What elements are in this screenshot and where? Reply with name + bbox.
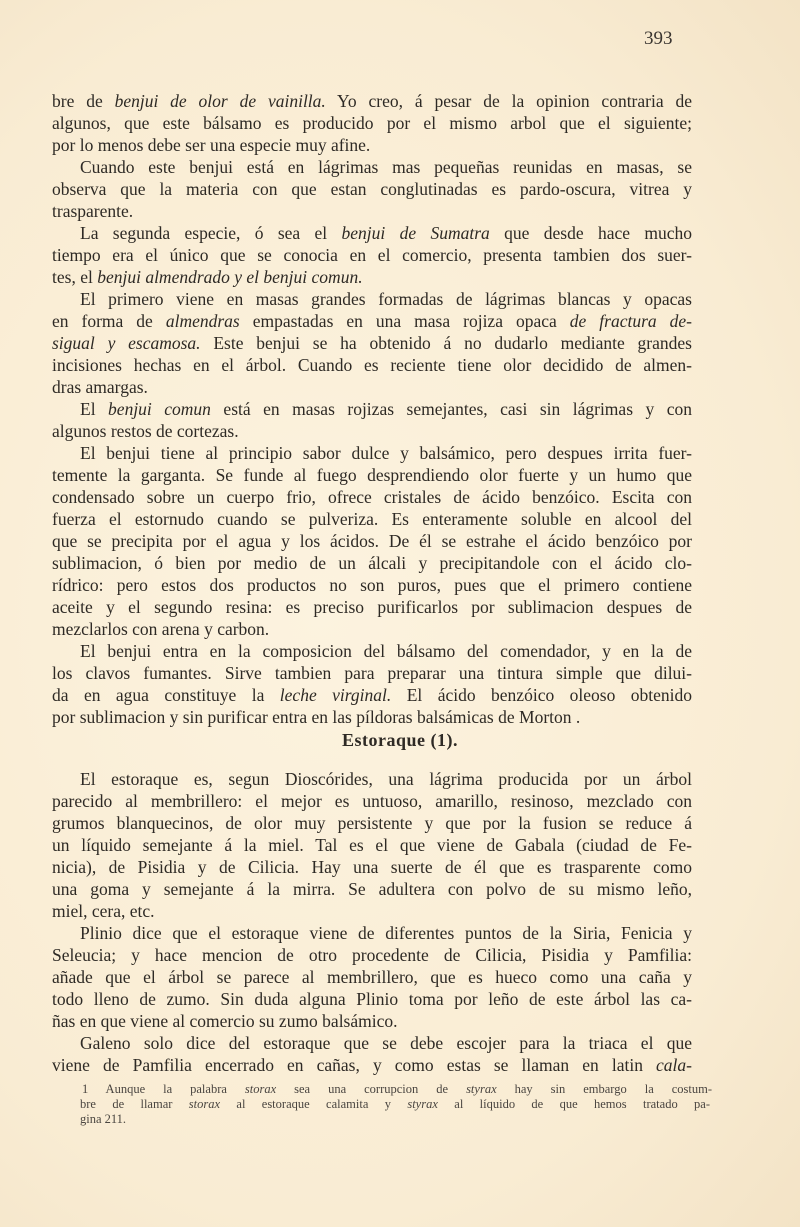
- text-segment: por sublimacion y sin purificar entra en las píldoras balsámicas de Morton .: [52, 707, 581, 727]
- text-segment: da en agua constituye la: [52, 685, 280, 705]
- text-line: [52, 1054, 692, 1076]
- text-segment: bre de: [52, 91, 115, 111]
- italic-text: storax: [188, 1097, 221, 1111]
- text-segment: El ácido benzóico oleoso obtenido: [391, 685, 692, 705]
- text-segment: Seleucia; y hace mencion de otro procedente de Cilicia, Pisidia y Pamfilia:: [52, 945, 692, 965]
- text-segment: aceite y el segundo resina: es preciso purificarlos por sublimacion despues de: [52, 597, 692, 617]
- italic-text: styrax: [407, 1097, 438, 1111]
- text-segment: fuerza el estornudo cuando se pulveriza. Es enteramente soluble en alcool del: [52, 509, 692, 529]
- italic-text: benjui de olor de vainilla.: [114, 91, 326, 111]
- text-line: [52, 508, 692, 530]
- text-segment: en forma de: [52, 311, 166, 331]
- text-segment: miel, cera, etc.: [52, 901, 155, 921]
- text-segment: trasparente.: [52, 201, 134, 221]
- text-line: [52, 200, 692, 222]
- text-segment: ñas en que viene al comercio su zumo balsámico.: [52, 1011, 398, 1031]
- text-line: [52, 856, 692, 878]
- text-line: [80, 922, 692, 944]
- text-segment: un líquido semejante á la miel. Tal es el que viene de Gabala (ciudad de Fe-: [52, 835, 692, 855]
- text-segment: tiempo era el único que se conocia en el comercio, presenta tambien dos suer-: [52, 245, 692, 265]
- text-segment: al líquido de que hemos tratado pa-: [437, 1097, 711, 1111]
- text-segment: está en masas rojizas semejantes, casi sin lágrimas y con: [210, 399, 692, 419]
- text-line: [52, 244, 692, 266]
- text-line: [80, 640, 692, 662]
- italic-text: storax: [244, 1082, 277, 1096]
- text-segment: rídrico: pero estos dos productos no son puros, pues que el primero contiene: [52, 575, 692, 595]
- text-line: [52, 134, 692, 156]
- text-segment: mezclarlos con arena y carbon.: [52, 619, 270, 639]
- text-line: [52, 790, 692, 812]
- text-line: [52, 944, 692, 966]
- text-segment: que desde hace mucho: [489, 223, 692, 243]
- section-heading: Estoraque (1).: [342, 730, 458, 750]
- text-segment: Yo creo, á pesar de la opinion contraria de: [325, 91, 692, 111]
- text-segment: los clavos fumantes. Sirve tambien para preparar una tintura simple que dilui-: [52, 663, 692, 683]
- text-segment: El primero viene en masas grandes formadas de lágrimas blancas y opacas: [80, 289, 692, 309]
- italic-text: leche virginal.: [279, 685, 392, 705]
- text-line: [80, 398, 692, 420]
- text-line: [52, 178, 692, 200]
- text-line: [52, 354, 692, 376]
- text-segment: Este benjui se ha obtenido á no dudarlo mediante grandes: [200, 333, 692, 353]
- text-line: [52, 684, 692, 706]
- text-segment: Plinio dice que el estoraque viene de diferentes puntos de la Siria, Fenicia y: [80, 923, 692, 943]
- text-line: [80, 222, 692, 244]
- text-line: [52, 332, 692, 354]
- text-segment: tes, el: [52, 267, 98, 287]
- text-line: [80, 288, 692, 310]
- page-number: 393: [644, 28, 673, 49]
- text-line: [52, 574, 692, 596]
- text-segment: 1 Aunque la palabra: [82, 1082, 245, 1096]
- text-line: [52, 310, 692, 332]
- text-segment: gina 211.: [80, 1112, 127, 1126]
- text-segment: una goma y semejante á la mirra. Se adultera con polvo de su mismo leño,: [52, 879, 692, 899]
- footnote-line: [80, 1112, 710, 1127]
- text-segment: temente la garganta. Se funde al fuego desprendiendo olor fuerte y un humo que: [52, 465, 692, 485]
- text-segment: Galeno solo dice del estoraque que se debe escojer para la triaca el que: [80, 1033, 692, 1053]
- text-line: [52, 812, 692, 834]
- text-line: [80, 156, 692, 178]
- text-segment: La segunda especie, ó sea el: [80, 223, 342, 243]
- text-line: [52, 834, 692, 856]
- text-line: [52, 112, 692, 134]
- text-segment: por lo menos debe ser una especie muy afine.: [52, 135, 371, 155]
- italic-text: benjui de Sumatra: [341, 223, 490, 243]
- text-segment: que se precipita por el agua y los ácidos. De él se estrahe el ácido benzóico por: [52, 531, 692, 551]
- text-line: [52, 596, 692, 618]
- text-segment: algunos restos de cortezas.: [52, 421, 239, 441]
- text-segment: El benjui tiene al principio sabor dulce y balsámico, pero despues irrita fuer-: [80, 443, 692, 463]
- text-line: [80, 442, 692, 464]
- italic-text: benjui almendrado y el benjui comun.: [97, 267, 363, 287]
- text-segment: bre de llamar: [80, 1097, 189, 1111]
- text-segment: dras amargas.: [52, 377, 148, 397]
- text-segment: El benjui entra en la composicion del bálsamo del comendador, y en la de: [80, 641, 692, 661]
- text-line: [52, 486, 692, 508]
- text-line: [52, 1010, 692, 1032]
- text-line: [80, 1032, 692, 1054]
- text-line: [52, 618, 692, 640]
- text-line: [52, 376, 692, 398]
- italic-text: benjui comun: [108, 399, 211, 419]
- text-segment: sublimacion, ó bien por medio de un álcali y precipitandole con el ácido clo-: [52, 553, 692, 573]
- italic-text: styrax: [466, 1082, 497, 1096]
- text-line: [52, 662, 692, 684]
- text-line: [52, 900, 692, 922]
- text-line: [52, 706, 692, 728]
- text-segment: algunos, que este bálsamo es producido por el mismo arbol que el siguiente;: [52, 113, 692, 133]
- text-segment: observa que la materia con que estan conglutinadas es pardo-oscura, vitrea y: [52, 179, 692, 199]
- text-line: [80, 768, 692, 790]
- text-segment: sea una corrupcion de: [276, 1082, 467, 1096]
- text-line: [52, 552, 692, 574]
- text-line: [52, 420, 692, 442]
- text-segment: incisiones hechas en el árbol. Cuando es reciente tiene olor decidido de almen-: [52, 355, 692, 375]
- text-segment: Cuando este benjui está en lágrimas mas pequeñas reunidas en masas, se: [80, 157, 692, 177]
- italic-text: sigual y escamosa.: [52, 333, 201, 353]
- text-segment: empastadas en una masa rojiza opaca: [239, 311, 570, 331]
- text-segment: nicia), de Pisidia y de Cilicia. Hay una suerte de él que es trasparente como: [52, 857, 692, 877]
- text-segment: hay sin embargo la costum-: [496, 1082, 713, 1096]
- text-line: [52, 966, 692, 988]
- text-segment: viene de Pamfilia encerrado en cañas, y como estas se llaman en latin: [52, 1055, 657, 1075]
- text-line: [52, 988, 692, 1010]
- text-line: [52, 266, 692, 288]
- text-line: [52, 464, 692, 486]
- text-segment: condensado sobre un cuerpo frio, ofrece cristales de ácido benzóico. Escita con: [52, 487, 692, 507]
- text-segment: añade que el árbol se parece al membrillero, que es hueco como una caña y: [52, 967, 692, 987]
- text-line: [52, 90, 692, 112]
- text-segment: El estoraque es, segun Dioscórides, una lágrima producida por un árbol: [80, 769, 692, 789]
- footnote-line: [80, 1097, 710, 1112]
- text-segment: grumos blanquecinos, de olor muy persistente y que por la fusion se reduce á: [52, 813, 692, 833]
- text-segment: El: [80, 399, 109, 419]
- italic-text: cala-: [656, 1055, 692, 1075]
- footnote-line: [82, 1082, 712, 1097]
- text-segment: parecido al membrillero: el mejor es untuoso, amarillo, resinoso, mezclado con: [52, 791, 692, 811]
- text-segment: al estoraque calamita y: [220, 1097, 408, 1111]
- text-line: [52, 878, 692, 900]
- text-segment: todo lleno de zumo. Sin duda alguna Plinio toma por leño de este árbol las ca-: [52, 989, 692, 1009]
- italic-text: de fractura de-: [569, 311, 692, 331]
- italic-text: almendras: [165, 311, 240, 331]
- text-line: [52, 530, 692, 552]
